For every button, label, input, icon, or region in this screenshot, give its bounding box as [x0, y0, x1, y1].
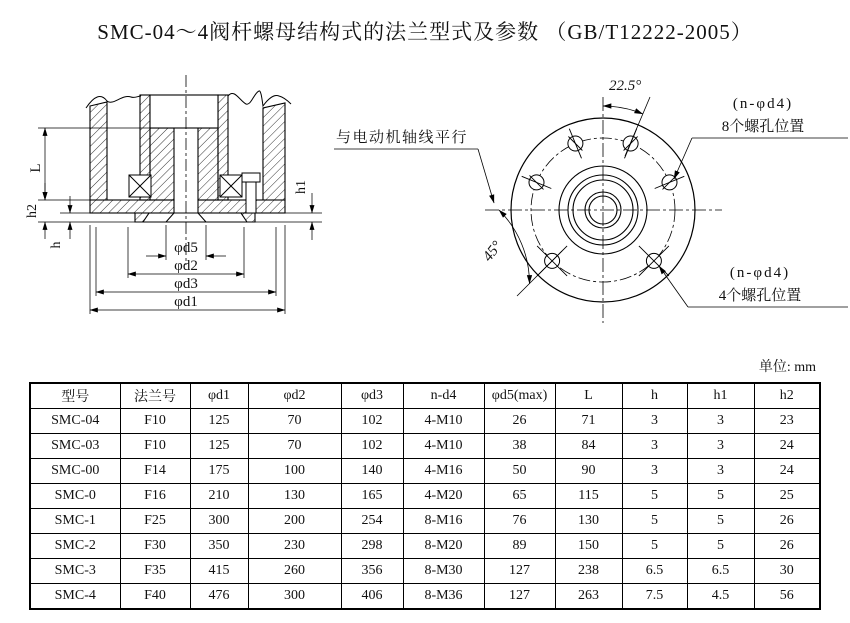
- table-cell: 24: [754, 434, 820, 459]
- spec-table: [29, 382, 821, 610]
- table-cell: SMC-2: [30, 534, 120, 559]
- table-cell: 4.5: [687, 584, 754, 610]
- table-cell: 165: [341, 484, 403, 509]
- table-cell: 8-M30: [403, 559, 484, 584]
- table-cell: 89: [484, 534, 555, 559]
- table-cell: 125: [190, 434, 248, 459]
- table-cell: 65: [484, 484, 555, 509]
- header-cell: 型号: [30, 383, 120, 409]
- table-header-row: [30, 383, 820, 409]
- table-cell: 127: [484, 584, 555, 610]
- dim-label-h2: h2: [25, 204, 40, 218]
- table-cell: 102: [341, 434, 403, 459]
- table-cell: 24: [754, 459, 820, 484]
- table-cell: 415: [190, 559, 248, 584]
- table-cell: F40: [120, 584, 190, 610]
- table-cell: 90: [555, 459, 622, 484]
- bolt8-label-line2: 8个螺孔位置: [721, 119, 805, 135]
- table-cell: 254: [341, 509, 403, 534]
- table-cell: 350: [190, 534, 248, 559]
- flange-drawing: [330, 70, 850, 355]
- table-cell: 115: [555, 484, 622, 509]
- header-cell: 法兰号: [120, 383, 190, 409]
- header-cell: φd3: [341, 383, 403, 409]
- table-cell: 300: [248, 584, 341, 610]
- table-cell: 3: [687, 409, 754, 434]
- table-cell: SMC-03: [30, 434, 120, 459]
- spec-table-body: [30, 409, 820, 610]
- table-cell: 30: [754, 559, 820, 584]
- bolt8-label-line1: (n-φd4): [732, 96, 794, 112]
- table-cell: 100: [248, 459, 341, 484]
- section-drawing: [0, 75, 345, 347]
- table-cell: 238: [555, 559, 622, 584]
- table-cell: 26: [484, 409, 555, 434]
- table-cell: 4-M16: [403, 459, 484, 484]
- table-cell: 5: [622, 509, 687, 534]
- table-cell: 127: [484, 559, 555, 584]
- table-cell: 6.5: [622, 559, 687, 584]
- packing-box: [129, 175, 242, 197]
- table-cell: 230: [248, 534, 341, 559]
- table-cell: F35: [120, 559, 190, 584]
- axis-note-label: 与电动机轴线平行: [336, 130, 469, 146]
- table-cell: 130: [555, 509, 622, 534]
- table-cell: 7.5: [622, 584, 687, 610]
- table-cell: 5: [687, 534, 754, 559]
- table-cell: 56: [754, 584, 820, 610]
- table-cell: 76: [484, 509, 555, 534]
- table-cell: F16: [120, 484, 190, 509]
- table-row: [30, 509, 820, 534]
- table-cell: 8-M16: [403, 509, 484, 534]
- dim-label-L: L: [28, 163, 44, 173]
- table-cell: SMC-04: [30, 409, 120, 434]
- table-cell: 5: [622, 534, 687, 559]
- table-row: [30, 584, 820, 610]
- table-row: [30, 434, 820, 459]
- table-cell: 26: [754, 534, 820, 559]
- table-cell: 102: [341, 409, 403, 434]
- dim-label-d1: φd1: [174, 294, 198, 310]
- table-cell: F10: [120, 434, 190, 459]
- header-cell: h1: [687, 383, 754, 409]
- table-cell: SMC-1: [30, 509, 120, 534]
- table-cell: 5: [687, 484, 754, 509]
- table-cell: 356: [341, 559, 403, 584]
- table-cell: 140: [341, 459, 403, 484]
- table-cell: 476: [190, 584, 248, 610]
- angle-top-label: 22.5°: [609, 78, 642, 94]
- table-cell: 125: [190, 409, 248, 434]
- table-cell: 23: [754, 409, 820, 434]
- table-cell: 3: [687, 459, 754, 484]
- table-cell: 300: [190, 509, 248, 534]
- table-cell: 4-M10: [403, 409, 484, 434]
- table-cell: 3: [622, 434, 687, 459]
- table-cell: F30: [120, 534, 190, 559]
- header-cell: h: [622, 383, 687, 409]
- table-cell: 3: [622, 409, 687, 434]
- dim-label-h: h: [49, 241, 64, 249]
- table-cell: 8-M20: [403, 534, 484, 559]
- table-cell: 8-M36: [403, 584, 484, 610]
- table-cell: SMC-00: [30, 459, 120, 484]
- header-cell: φd5(max): [484, 383, 555, 409]
- dim-label-d5: φd5: [174, 240, 198, 256]
- header-cell: L: [555, 383, 622, 409]
- table-cell: 26: [754, 509, 820, 534]
- header-cell: n-d4: [403, 383, 484, 409]
- header-cell: φd2: [248, 383, 341, 409]
- bolt4-label-line2: 4个螺孔位置: [718, 288, 802, 304]
- table-cell: 4-M20: [403, 484, 484, 509]
- table-cell: F10: [120, 409, 190, 434]
- flange-centerlines: [485, 97, 722, 323]
- dim-label-h1: h1: [294, 180, 309, 194]
- table-cell: 150: [555, 534, 622, 559]
- table-row: [30, 534, 820, 559]
- table-row: [30, 559, 820, 584]
- table-row: [30, 459, 820, 484]
- table-cell: 84: [555, 434, 622, 459]
- table-cell: 263: [555, 584, 622, 610]
- table-cell: 298: [341, 534, 403, 559]
- table-cell: 5: [622, 484, 687, 509]
- table-cell: SMC-3: [30, 559, 120, 584]
- bolt8-leader: [674, 138, 848, 179]
- header-cell: φd1: [190, 383, 248, 409]
- table-cell: 200: [248, 509, 341, 534]
- dim-label-d2: φd2: [174, 258, 198, 274]
- table-cell: 71: [555, 409, 622, 434]
- angle-left-label: 45°: [480, 238, 506, 265]
- table-cell: 3: [622, 459, 687, 484]
- table-cell: 210: [190, 484, 248, 509]
- table-cell: 38: [484, 434, 555, 459]
- table-cell: 4-M10: [403, 434, 484, 459]
- table-cell: 260: [248, 559, 341, 584]
- table-cell: 175: [190, 459, 248, 484]
- table-cell: 50: [484, 459, 555, 484]
- table-cell: 70: [248, 434, 341, 459]
- spigot: [135, 213, 255, 222]
- table-row: [30, 484, 820, 509]
- header-cell: h2: [754, 383, 820, 409]
- table-cell: 70: [248, 409, 341, 434]
- table-cell: 3: [687, 434, 754, 459]
- table-cell: SMC-0: [30, 484, 120, 509]
- bolt4-label-line1: (n-φd4): [729, 265, 791, 281]
- table-cell: 130: [248, 484, 341, 509]
- table-cell: SMC-4: [30, 584, 120, 610]
- units-label: 单位: mm: [758, 360, 816, 375]
- table-cell: 406: [341, 584, 403, 610]
- table-cell: 6.5: [687, 559, 754, 584]
- dim-label-d3: φd3: [174, 276, 198, 292]
- table-cell: 25: [754, 484, 820, 509]
- table-cell: F25: [120, 509, 190, 534]
- table-cell: 5: [687, 509, 754, 534]
- table-cell: F14: [120, 459, 190, 484]
- page-title: SMC-04～4阀杆螺母结构式的法兰型式及参数 （GB/T12222-2005）: [97, 20, 753, 44]
- axis-note-leader: [334, 149, 494, 203]
- table-row: [30, 409, 820, 434]
